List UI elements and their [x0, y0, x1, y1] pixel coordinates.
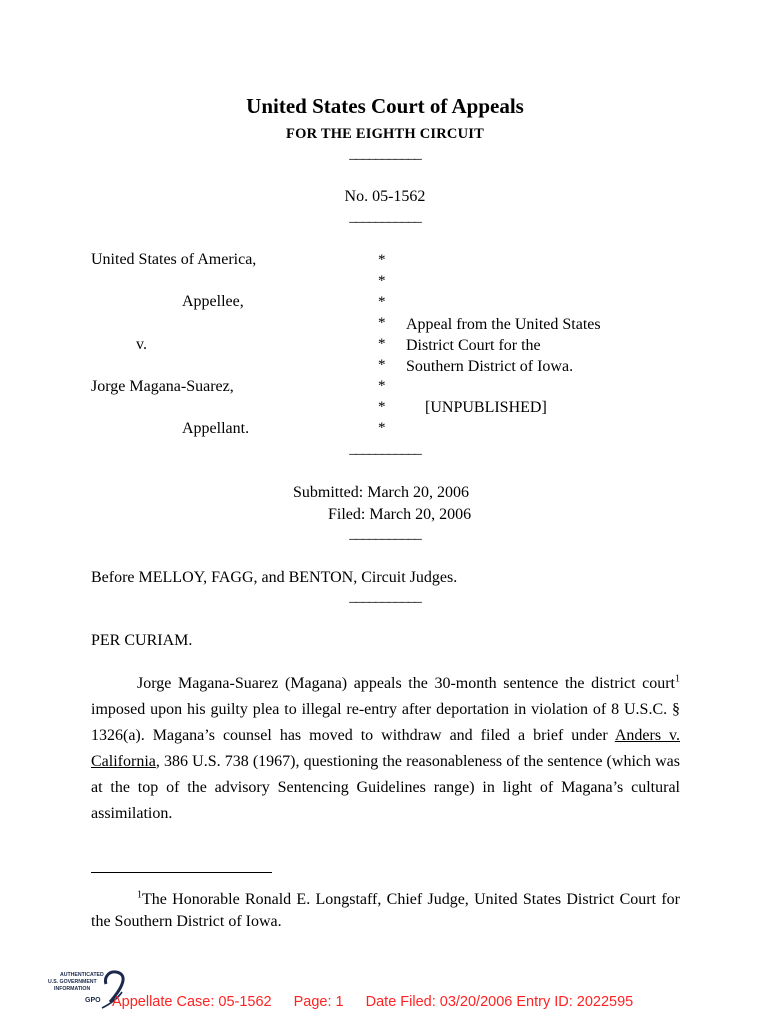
logo-text: AUTHENTICATED: [60, 972, 104, 978]
case-citation: Anders v. California: [91, 727, 681, 770]
opinion-text: , 386 U.S. 738 (1967), questioning the reasonableness of the sentence (which was at the top of the advisory Sentencing Guidelines range) in light of Magana’s cultural assimilation.: [91, 753, 680, 822]
caption-star: *: [378, 399, 386, 415]
footnote-mark: 1: [137, 889, 142, 901]
gpo-authentication-logo: [44, 968, 134, 1018]
separator-rule: ___________: [349, 526, 421, 542]
caption-star: *: [378, 294, 386, 310]
footnote-divider: [91, 872, 272, 873]
panel-judges: Before MELLOY, FAGG, and BENTON, Circuit Judges.: [91, 569, 458, 586]
separator-rule: ___________: [349, 441, 421, 457]
footnote-reference[interactable]: 1: [675, 673, 680, 685]
separator-rule: ___________: [349, 589, 421, 605]
caption-star: *: [378, 357, 386, 373]
plaintiff-name: United States of America,: [91, 251, 257, 268]
logo-text: INFORMATION: [54, 986, 91, 992]
logo-text: U.S. GOVERNMENT: [48, 979, 97, 985]
caption-star: *: [378, 252, 386, 268]
filed-date: Filed: March 20, 2006: [328, 506, 472, 523]
defendant-role: Appellant.: [182, 420, 250, 437]
appeal-line: Appeal from the United States: [406, 316, 601, 333]
separator-rule: ___________: [349, 146, 421, 162]
circuit-name: FOR THE EIGHTH CIRCUIT: [286, 126, 484, 142]
separator-rule: ___________: [349, 209, 421, 225]
caption-star: *: [378, 336, 386, 352]
opinion-text: Jorge Magana-Suarez (Magana) appeals the 30-month sentence the district court: [137, 675, 675, 692]
plaintiff-role: Appellee,: [182, 293, 244, 310]
footnote: [91, 889, 680, 933]
footnote-text: The Honorable Ronald E. Longstaff, Chief Judge, United States District Court for the Southern District of Iowa.: [91, 891, 680, 930]
opinion-paragraph: [91, 671, 680, 827]
logo-text: GPO: [85, 997, 101, 1004]
defendant-name: Jorge Magana-Suarez,: [91, 378, 234, 395]
court-name: United States Court of Appeals: [246, 94, 524, 118]
caption-star: *: [378, 315, 386, 331]
caption-star: *: [378, 420, 386, 436]
caption-star: *: [378, 273, 386, 289]
submitted-date: Submitted: March 20, 2006: [293, 484, 469, 501]
publication-status: [UNPUBLISHED]: [425, 399, 547, 416]
case-number: No. 05-1562: [344, 188, 426, 205]
caption-star: *: [378, 378, 386, 394]
opinion-text: imposed upon his guilty plea to illegal re-entry after deportation in violation of 8 U.S.C. § 1326(a). Magana’s counsel has moved to withdraw and filed a brief under: [91, 701, 680, 744]
appeal-description: [406, 314, 601, 377]
versus: v.: [136, 336, 147, 353]
stamp-case: Appellate Case: 05-1562: [112, 994, 272, 1010]
per-curiam-heading: PER CURIAM.: [91, 632, 193, 649]
caption-star-column: [378, 250, 392, 439]
appeal-line: Southern District of Iowa.: [406, 358, 574, 375]
stamp-filed: Date Filed: 03/20/2006 Entry ID: 2022595: [365, 994, 634, 1010]
appeal-line: District Court for the: [406, 337, 541, 354]
filing-stamp: [112, 994, 633, 1010]
stamp-page: Page: 1: [293, 994, 344, 1010]
